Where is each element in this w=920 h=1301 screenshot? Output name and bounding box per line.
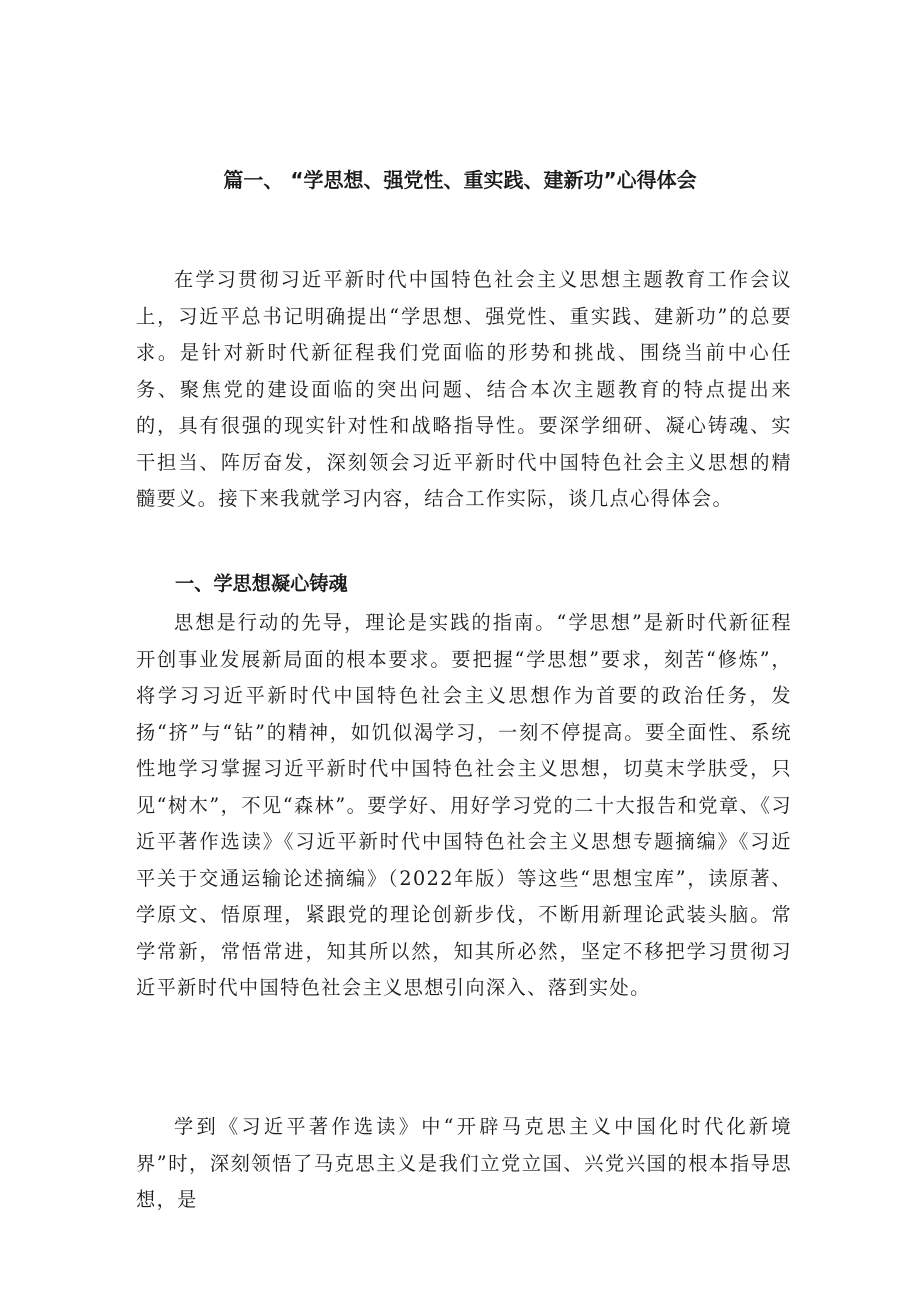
section-paragraph-2: 学到《习近平著作选读》中“开辟马克思主义中国化时代化新境界”时，深刻领悟了马克思主义是我们立党立国、兴党兴国的根本指导思想，是	[136, 1115, 792, 1211]
section-body-2	[136, 1109, 792, 1219]
document-title: 篇一、 “学思想、强党性、重实践、建新功”心得体会	[223, 168, 697, 192]
section-body-1	[136, 605, 792, 1007]
intro-section	[136, 262, 792, 518]
intro-paragraph: 在学习贯彻习近平新时代中国特色社会主义思想主题教育工作会议上，习近平总书记明确提出“学思想、强党性、重实践、建新功”的总要求。是针对新时代新征程我们党面临的形势和挑战、围绕当前中心任务、聚焦党的建设面临的突出问题、结合本次主题教育的特点提出来的，具有很强的现实针对性和战略指导性。要深学细研、凝心铸魂、实干担当、阵厉奋发，深刻领会习近平新时代中国特色社会主义思想的精髓要义。接下来我就学习内容，结合工作实际，谈几点心得体会。	[136, 268, 792, 510]
section-paragraph-1: 思想是行动的先导，理论是实践的指南。“学思想”是新时代新征程开创事业发展新局面的根本要求。要把握“学思想”要求，刻苦“修炼”，将学习习近平新时代中国特色社会主义思想作为首要的政治任务，发扬“挤”与“钻”的精神，如饥似渴学习，一刻不停提高。要全面性、系统性地学习掌握习近平新时代中国特色社会主义思想，切莫末学肤受，只见“树木”，不见“森林”。要学好、用好学习党的二十大报告和党章、《习近平著作选读》《习近平新时代中国特色社会主义思想专题摘编》《习近平关于交通运输论述摘编》（2022年版）等这些“思想宝库”，读原著、学原文、悟原理，紧跟党的理论创新步伐，不断用新理论武装头脑。常学常新，常悟常进，知其所以然，知其所必然，坚定不移把学习贯彻习近平新时代中国特色社会主义思想引向深入、落到实处。	[136, 611, 792, 999]
section-heading: 一、学思想凝心铸魂	[175, 572, 348, 595]
